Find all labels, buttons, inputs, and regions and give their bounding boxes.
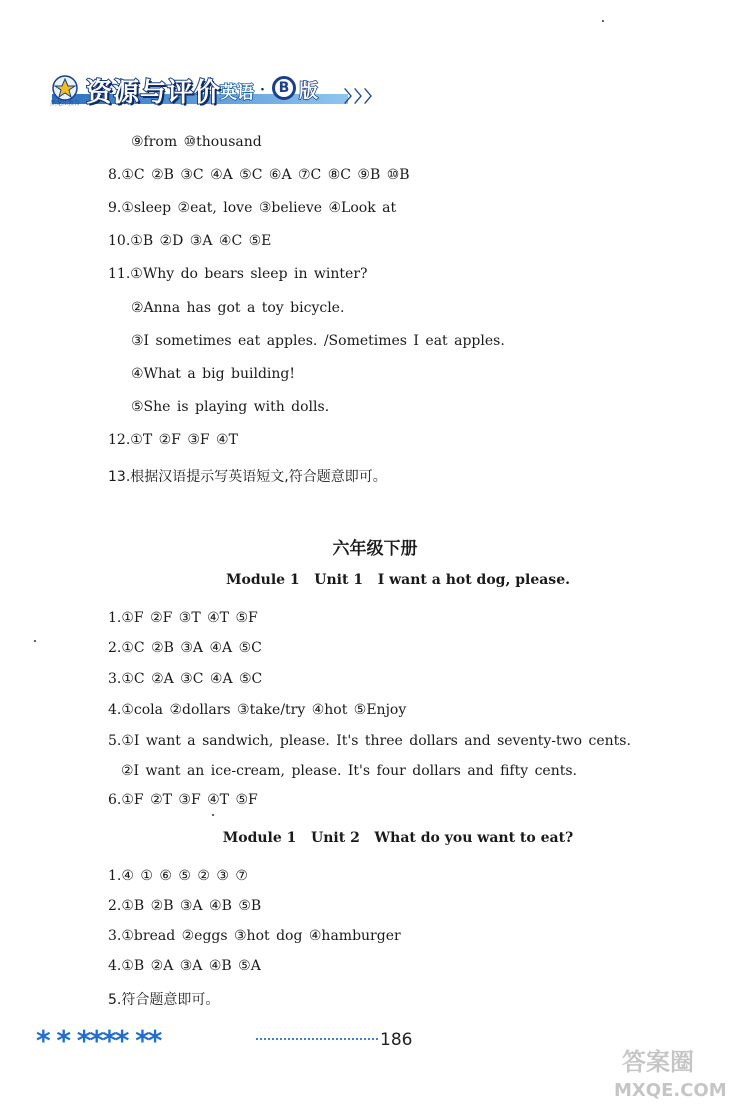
watermark-top-text: 答案圈 bbox=[622, 1048, 694, 1076]
unit-heading: Module 1 Unit 2 What do you want to eat? bbox=[222, 830, 574, 846]
answer-line: 6.①F ②T ③F ④T ⑤F bbox=[108, 792, 258, 808]
answer-line: 10.①B ②D ③A ④C ⑤E bbox=[108, 233, 272, 249]
footer-dotted-leader bbox=[256, 1028, 378, 1040]
edition-letter-badge: B bbox=[272, 76, 296, 100]
answer-line: 3.①C ②A ③C ④A ⑤C bbox=[108, 671, 263, 687]
section-title: 六年级下册 bbox=[332, 539, 418, 559]
answer-line: 3.①bread ②eggs ③hot dog ④hamburger bbox=[108, 928, 401, 944]
answer-line: 2.①C ②B ③A ④A ⑤C bbox=[108, 640, 262, 656]
answer-line: 4.①B ②A ③A ④B ⑤A bbox=[108, 958, 261, 974]
scan-speck bbox=[34, 640, 36, 642]
answer-line: ③I sometimes eat apples. /Sometimes I eat apples. bbox=[131, 333, 505, 349]
answer-line: 9.①sleep ②eat, love ③believe ④Look at bbox=[108, 200, 397, 216]
answer-line: 5.符合题意即可。 bbox=[108, 992, 220, 1008]
answer-line: ②I want an ice-cream, please. It's four dollars and fifty cents. bbox=[121, 763, 577, 779]
page-number: 186 bbox=[380, 1030, 413, 1050]
subject-tag: 英语 bbox=[220, 83, 254, 103]
answer-line: ⑤She is playing with dolls. bbox=[131, 399, 330, 415]
answer-line: 2.①B ②B ③A ④B ⑤B bbox=[108, 898, 262, 914]
book-header bbox=[44, 70, 383, 110]
answer-line: 1.④ ① ⑥ ⑤ ② ③ ⑦ bbox=[108, 868, 248, 884]
scan-speck bbox=[212, 814, 214, 816]
answer-line: 13.根据汉语提示写英语短文,符合题意即可。 bbox=[108, 469, 387, 485]
answer-line: 1.①F ②F ③T ④T ⑤F bbox=[108, 610, 258, 626]
logo-caption: 黑龙江教育 bbox=[50, 100, 81, 107]
answer-line: 5.①I want a sandwich, please. It's three dollars and seventy-two cents. bbox=[108, 733, 631, 749]
answer-line: 12.①T ②F ③F ④T bbox=[108, 432, 238, 448]
answer-line: ⑨from ⑩thousand bbox=[131, 134, 262, 150]
answer-line: ④What a big building! bbox=[131, 366, 296, 382]
watermark-logo-icon bbox=[608, 1042, 748, 1102]
answer-line: 11.①Why do bears sleep in winter? bbox=[108, 266, 368, 282]
edition-label: 版 bbox=[299, 80, 319, 102]
header-arrows-icon: 〉〉〉 bbox=[344, 87, 383, 106]
scan-speck bbox=[602, 20, 604, 22]
answer-line: 4.①cola ②dollars ③take/try ④hot ⑤Enjoy bbox=[108, 702, 407, 718]
unit-heading: Module 1 Unit 1 I want a hot dog, please. bbox=[226, 572, 570, 588]
watermark-bottom-text: MXQE.COM bbox=[614, 1080, 727, 1101]
answer-line: 8.①C ②B ③C ④A ⑤C ⑥A ⑦C ⑧C ⑨B ⑩B bbox=[108, 167, 410, 183]
decorative-stars-icon: * * **** ** bbox=[36, 1024, 161, 1057]
answer-line: ②Anna has got a toy bicycle. bbox=[131, 300, 345, 316]
header-separator: · bbox=[260, 82, 265, 98]
brand-title: 资源与评价 bbox=[86, 78, 222, 108]
